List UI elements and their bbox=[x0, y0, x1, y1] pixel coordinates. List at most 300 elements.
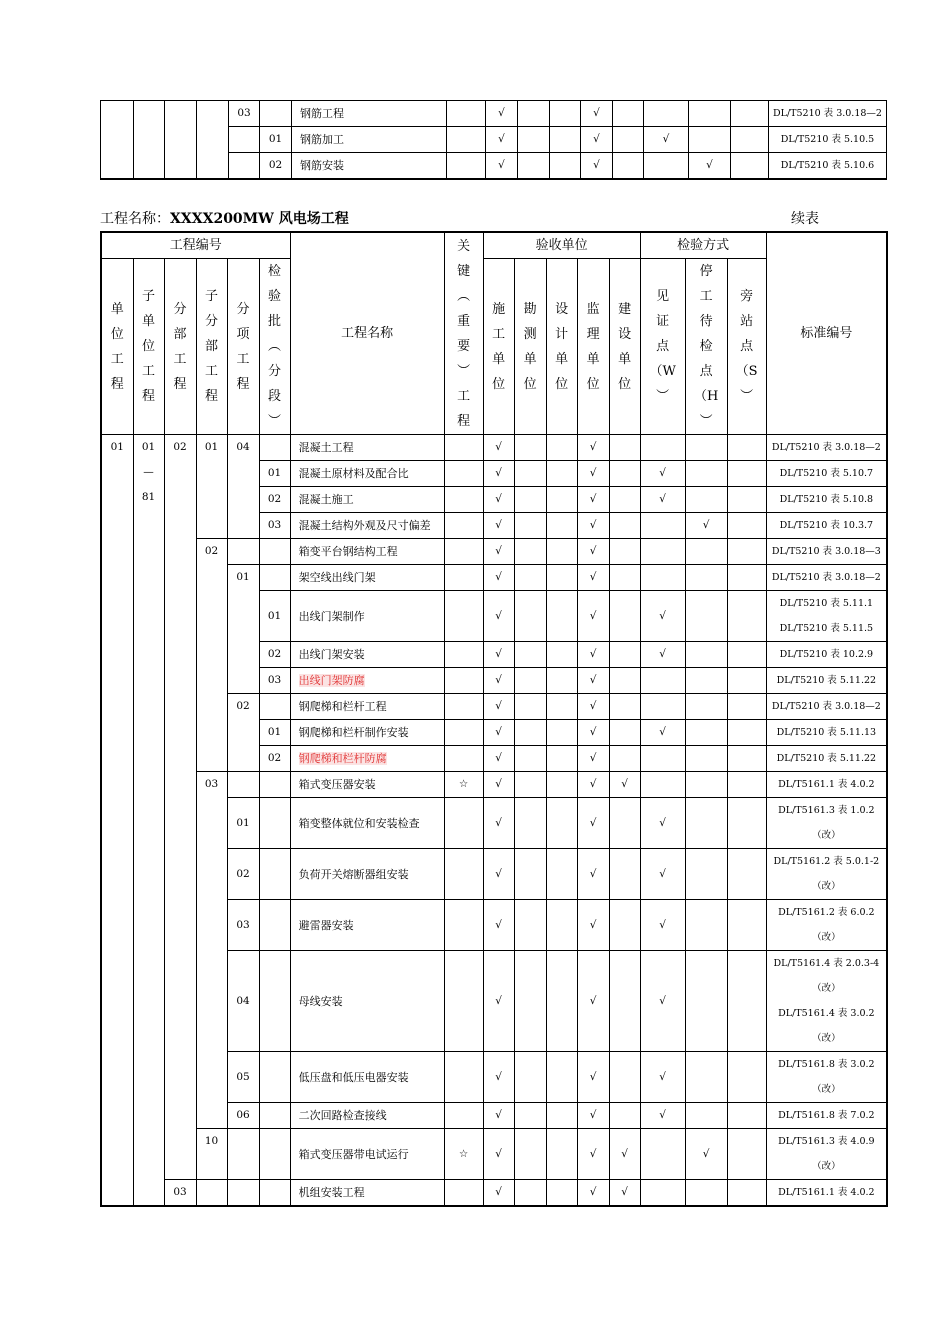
header-char: 站 bbox=[740, 314, 754, 329]
name-cell bbox=[290, 1103, 444, 1129]
jz-cell bbox=[644, 101, 689, 127]
std-cell bbox=[766, 720, 887, 746]
std-cell bbox=[766, 1103, 887, 1129]
fx-cell: 04 bbox=[227, 951, 259, 1052]
std-cell bbox=[766, 772, 887, 798]
sj-cell bbox=[546, 1129, 577, 1180]
header-char: 段 bbox=[268, 389, 282, 404]
header-char: 单 bbox=[523, 351, 537, 367]
name-cell bbox=[290, 642, 444, 668]
kc-cell bbox=[514, 1180, 546, 1207]
header-char: 计 bbox=[555, 326, 569, 342]
jyp-cell: 02 bbox=[259, 746, 290, 772]
std-cell bbox=[766, 565, 887, 591]
sj-cell bbox=[546, 513, 577, 539]
sj-cell bbox=[546, 1103, 577, 1129]
pz-cell bbox=[727, 951, 766, 1052]
std-cell bbox=[766, 642, 887, 668]
tg-cell bbox=[685, 798, 727, 849]
js-cell bbox=[609, 539, 640, 565]
std-cell bbox=[766, 1129, 887, 1180]
kc-cell bbox=[518, 127, 550, 153]
empty-cell bbox=[101, 101, 134, 180]
js-cell: √ bbox=[609, 1129, 640, 1180]
std-line: （改） bbox=[812, 983, 841, 994]
name-cell bbox=[290, 951, 444, 1052]
js-cell bbox=[609, 461, 640, 487]
jz-cell bbox=[640, 513, 685, 539]
std-cell bbox=[766, 461, 887, 487]
sg-cell: √ bbox=[483, 798, 514, 849]
header-char: 点 bbox=[699, 364, 713, 379]
std-line: DL/T5161.1 表 4.0.2 bbox=[778, 779, 875, 790]
header-char: 工 bbox=[110, 351, 124, 367]
pz-cell bbox=[727, 746, 766, 772]
header-char: 批 bbox=[268, 314, 282, 329]
header-jz bbox=[640, 259, 685, 435]
jz-cell bbox=[640, 746, 685, 772]
header-char: 检 bbox=[699, 339, 713, 354]
js-cell: √ bbox=[609, 772, 640, 798]
name-cell bbox=[290, 539, 444, 565]
header-fxgc bbox=[227, 259, 259, 435]
jl-cell: √ bbox=[577, 487, 609, 513]
pz-cell bbox=[727, 849, 766, 900]
header-char: 工 bbox=[141, 364, 155, 379]
jyp-cell: 03 bbox=[259, 513, 290, 539]
gj-cell bbox=[444, 900, 483, 951]
name-cell bbox=[290, 746, 444, 772]
jl-cell: √ bbox=[577, 951, 609, 1052]
header-char: 位 bbox=[141, 339, 155, 354]
name-text: 出线门架制作 bbox=[298, 609, 365, 623]
pz-cell bbox=[727, 461, 766, 487]
std-cell bbox=[766, 849, 887, 900]
jyp-cell: 03 bbox=[259, 668, 290, 694]
name-cell: 钢筋安装 bbox=[292, 153, 447, 180]
name-cell bbox=[290, 720, 444, 746]
tg-cell bbox=[685, 951, 727, 1052]
name-text: 母线安装 bbox=[298, 994, 343, 1008]
fx-cell: 02 bbox=[227, 849, 259, 900]
name-cell bbox=[290, 668, 444, 694]
tg-cell bbox=[685, 1103, 727, 1129]
sg-cell: √ bbox=[483, 849, 514, 900]
pz-cell bbox=[727, 798, 766, 849]
kc-cell bbox=[514, 1052, 546, 1103]
header-char: 分 bbox=[236, 301, 250, 317]
pz-cell bbox=[731, 127, 769, 153]
jz-cell bbox=[640, 1129, 685, 1180]
std-line: DL/T5210 表 3.0.18—2 bbox=[771, 701, 881, 712]
fx-cell: 03 bbox=[229, 101, 260, 127]
pz-cell bbox=[727, 1129, 766, 1180]
header-char: 部 bbox=[204, 339, 218, 354]
kc-cell bbox=[514, 1103, 546, 1129]
sj-cell bbox=[550, 127, 581, 153]
jyp-cell bbox=[259, 772, 290, 798]
std-line: DL/T5161.4 表 2.0.3-4 bbox=[773, 958, 880, 969]
std-cell bbox=[766, 487, 887, 513]
name-cell bbox=[290, 1052, 444, 1103]
std-cell bbox=[766, 746, 887, 772]
name-text: 避雷器安装 bbox=[298, 918, 354, 932]
header-char: 点 bbox=[656, 339, 670, 354]
jl-cell: √ bbox=[581, 127, 613, 153]
std-cell: DL/T5210 表 5.10.5 bbox=[769, 127, 887, 153]
project-title: 工程名称：XXXX200MW 风电场工程 bbox=[100, 211, 349, 227]
jl-cell: √ bbox=[577, 642, 609, 668]
name-cell: 钢筋工程 bbox=[292, 101, 447, 127]
gj-cell: ☆ bbox=[444, 1129, 483, 1180]
sg-cell: √ bbox=[486, 101, 518, 127]
jyp-cell bbox=[259, 900, 290, 951]
header-char: 建 bbox=[618, 301, 632, 317]
pz-cell bbox=[727, 1180, 766, 1207]
jyp-cell bbox=[260, 101, 292, 127]
kc-cell bbox=[514, 798, 546, 849]
header-char: 勘 bbox=[523, 301, 537, 317]
fb-cell: 02 bbox=[164, 435, 196, 1180]
sg-cell: √ bbox=[483, 591, 514, 642]
kc-cell bbox=[514, 513, 546, 539]
header-char: 检 bbox=[268, 264, 282, 279]
empty-cell bbox=[134, 101, 165, 180]
sj-cell bbox=[546, 668, 577, 694]
sg-cell: √ bbox=[486, 127, 518, 153]
name-cell: 钢筋加工 bbox=[292, 127, 447, 153]
header-char: 证 bbox=[656, 314, 670, 329]
jz-cell: √ bbox=[640, 720, 685, 746]
jyp-cell bbox=[259, 951, 290, 1052]
js-cell bbox=[609, 694, 640, 720]
std-line: DL/T5161.3 表 4.0.9 bbox=[778, 1136, 875, 1147]
jz-cell: √ bbox=[640, 1103, 685, 1129]
std-line: （改） bbox=[812, 830, 841, 841]
jz-cell bbox=[640, 565, 685, 591]
sg-cell: √ bbox=[483, 1103, 514, 1129]
jyp-cell bbox=[259, 1103, 290, 1129]
sj-cell bbox=[546, 1052, 577, 1103]
gj-cell bbox=[444, 720, 483, 746]
jz-cell: √ bbox=[640, 642, 685, 668]
table-row bbox=[101, 435, 887, 461]
jz-cell bbox=[640, 539, 685, 565]
name-text: 出线门架防腐 bbox=[298, 674, 365, 687]
fx-cell: 04 bbox=[227, 435, 259, 539]
header-zfbgc bbox=[196, 259, 227, 435]
header-char: 设 bbox=[555, 301, 569, 317]
name-text: 混凝土施工 bbox=[298, 493, 354, 506]
tg-cell bbox=[685, 435, 727, 461]
kc-cell bbox=[514, 487, 546, 513]
jl-cell: √ bbox=[577, 746, 609, 772]
kc-cell bbox=[514, 591, 546, 642]
sj-cell bbox=[546, 591, 577, 642]
name-cell bbox=[290, 772, 444, 798]
header-char: 关 bbox=[457, 238, 471, 254]
fx-cell bbox=[227, 539, 259, 565]
jyp-cell bbox=[259, 539, 290, 565]
name-text: 箱变平台钢结构工程 bbox=[298, 545, 398, 558]
jz-cell: √ bbox=[644, 127, 689, 153]
header-char: 子 bbox=[204, 289, 218, 304]
header-char: 工 bbox=[699, 289, 713, 304]
sg-cell: √ bbox=[483, 461, 514, 487]
tg-cell bbox=[685, 565, 727, 591]
kc-cell bbox=[514, 746, 546, 772]
pz-cell bbox=[727, 668, 766, 694]
jz-cell: √ bbox=[640, 849, 685, 900]
sj-cell bbox=[546, 435, 577, 461]
jz-cell: √ bbox=[640, 900, 685, 951]
name-cell bbox=[290, 1129, 444, 1180]
continued-label: 续表 bbox=[791, 211, 819, 227]
jl-cell: √ bbox=[581, 153, 613, 180]
fx-cell: 05 bbox=[227, 1052, 259, 1103]
header-jyfs: 检验方式 bbox=[640, 232, 766, 259]
sg-cell: √ bbox=[483, 513, 514, 539]
kc-cell bbox=[514, 435, 546, 461]
jl-cell: √ bbox=[577, 1052, 609, 1103]
empty-cell bbox=[165, 101, 197, 180]
std-line: DL/T5161.8 表 7.0.2 bbox=[778, 1110, 875, 1121]
tg-cell bbox=[685, 668, 727, 694]
name-cell bbox=[290, 591, 444, 642]
jz-cell: √ bbox=[640, 798, 685, 849]
header-char: 程 bbox=[173, 376, 187, 392]
sj-cell bbox=[546, 900, 577, 951]
name-cell bbox=[290, 1180, 444, 1207]
sj-cell bbox=[546, 849, 577, 900]
kc-cell bbox=[514, 772, 546, 798]
name-text: 架空线出线门架 bbox=[298, 571, 376, 584]
std-line: DL/T5161.3 表 1.0.2 bbox=[778, 805, 875, 816]
std-line: DL/T5210 表 3.0.18—2 bbox=[771, 572, 881, 583]
jz-cell bbox=[640, 435, 685, 461]
table-row bbox=[101, 539, 887, 565]
header-char: （W bbox=[649, 364, 676, 379]
jyp-cell bbox=[259, 1129, 290, 1180]
gj-cell bbox=[444, 513, 483, 539]
pz-cell bbox=[727, 565, 766, 591]
jl-cell: √ bbox=[581, 101, 613, 127]
header-char: 分 bbox=[268, 364, 282, 379]
kc-cell bbox=[514, 461, 546, 487]
fx-cell bbox=[227, 772, 259, 798]
header-sj bbox=[546, 259, 577, 435]
empty-cell bbox=[197, 101, 229, 180]
jl-cell: √ bbox=[577, 1129, 609, 1180]
sg-cell: √ bbox=[483, 1052, 514, 1103]
tg-cell bbox=[689, 101, 731, 127]
tg-cell bbox=[689, 127, 731, 153]
kc-cell bbox=[514, 1129, 546, 1180]
js-cell bbox=[609, 720, 640, 746]
fx-cell: 02 bbox=[227, 694, 259, 772]
name-text: 箱式变压器安装 bbox=[298, 778, 376, 791]
std-cell bbox=[766, 694, 887, 720]
js-cell bbox=[609, 565, 640, 591]
std-line: DL/T5210 表 5.11.1 bbox=[779, 598, 874, 609]
tg-cell bbox=[685, 900, 727, 951]
name-cell bbox=[290, 513, 444, 539]
pz-cell bbox=[727, 487, 766, 513]
header-char: 位 bbox=[523, 376, 537, 392]
header-char: 分 bbox=[204, 314, 218, 329]
js-cell bbox=[609, 798, 640, 849]
header-char: ︶ bbox=[268, 414, 282, 429]
top-table-fragment bbox=[100, 100, 887, 180]
jl-cell: √ bbox=[577, 1180, 609, 1207]
jl-cell: √ bbox=[577, 900, 609, 951]
jl-cell: √ bbox=[577, 591, 609, 642]
header-pz bbox=[727, 259, 766, 435]
std-cell bbox=[766, 668, 887, 694]
tg-cell bbox=[685, 1052, 727, 1103]
header-gj bbox=[444, 232, 483, 435]
std-cell bbox=[766, 1052, 887, 1103]
pz-cell bbox=[727, 900, 766, 951]
sj-cell bbox=[546, 539, 577, 565]
tg-cell bbox=[685, 1180, 727, 1207]
jl-cell: √ bbox=[577, 435, 609, 461]
header-char: 程 bbox=[236, 376, 250, 392]
jl-cell: √ bbox=[577, 565, 609, 591]
fx-cell: 01 bbox=[227, 798, 259, 849]
header-char: 工 bbox=[236, 351, 250, 367]
sg-cell: √ bbox=[483, 951, 514, 1052]
pz-cell bbox=[727, 513, 766, 539]
tg-cell: √ bbox=[689, 153, 731, 180]
tg-cell bbox=[685, 461, 727, 487]
tg-cell bbox=[685, 720, 727, 746]
js-cell bbox=[613, 127, 644, 153]
jyp-cell: 01 bbox=[259, 591, 290, 642]
js-cell bbox=[609, 746, 640, 772]
sj-cell bbox=[546, 951, 577, 1052]
jl-cell: √ bbox=[577, 461, 609, 487]
name-text: 箱变整体就位和安装检查 bbox=[298, 816, 420, 830]
jl-cell: √ bbox=[577, 772, 609, 798]
pz-cell bbox=[727, 591, 766, 642]
sg-cell: √ bbox=[486, 153, 518, 180]
zdw-part: 81 bbox=[141, 491, 156, 503]
header-fbgc bbox=[164, 259, 196, 435]
js-cell bbox=[609, 951, 640, 1052]
js-cell: √ bbox=[609, 1180, 640, 1207]
header-char: 项 bbox=[236, 326, 250, 342]
kc-cell bbox=[514, 951, 546, 1052]
jz-cell bbox=[640, 1180, 685, 1207]
header-char: ︶ bbox=[740, 389, 754, 404]
std-line: DL/T5210 表 10.3.7 bbox=[779, 520, 874, 531]
header-jl bbox=[577, 259, 609, 435]
kc-cell bbox=[514, 900, 546, 951]
pz-cell bbox=[731, 153, 769, 180]
kc-cell bbox=[514, 668, 546, 694]
js-cell bbox=[609, 668, 640, 694]
header-char: 位 bbox=[110, 326, 124, 342]
header-char: 重 bbox=[457, 313, 471, 329]
tg-cell: √ bbox=[685, 513, 727, 539]
table-row bbox=[101, 1180, 887, 1207]
std-line: DL/T5210 表 5.10.7 bbox=[779, 468, 874, 479]
title-row bbox=[100, 208, 886, 230]
name-text: 箱式变压器带电试运行 bbox=[298, 1147, 409, 1161]
zdw-part: 01 bbox=[141, 441, 156, 453]
fx-cell: 06 bbox=[227, 1103, 259, 1129]
jz-cell bbox=[640, 772, 685, 798]
sj-cell bbox=[546, 461, 577, 487]
header-zdwgc bbox=[133, 259, 164, 435]
jl-cell: √ bbox=[577, 694, 609, 720]
sg-cell: √ bbox=[483, 772, 514, 798]
dw-cell: 01 bbox=[101, 435, 133, 1207]
jyp-cell bbox=[259, 694, 290, 720]
sg-cell: √ bbox=[483, 900, 514, 951]
std-cell: DL/T5210 表 5.10.6 bbox=[769, 153, 887, 180]
tg-cell bbox=[685, 487, 727, 513]
jyp-cell: 01 bbox=[259, 461, 290, 487]
tg-cell bbox=[685, 849, 727, 900]
header-char: 单 bbox=[492, 351, 506, 367]
js-cell bbox=[609, 1103, 640, 1129]
fx-cell bbox=[229, 153, 260, 180]
js-cell bbox=[609, 849, 640, 900]
header-gcmc: 工程名称 bbox=[290, 232, 444, 435]
table-row bbox=[101, 772, 887, 798]
sj-cell bbox=[550, 153, 581, 180]
jz-cell: √ bbox=[640, 591, 685, 642]
header-char: 程 bbox=[141, 389, 155, 404]
tg-cell bbox=[685, 694, 727, 720]
header-char: 工 bbox=[457, 388, 471, 404]
fx-cell bbox=[229, 127, 260, 153]
name-text: 机组安装工程 bbox=[298, 1186, 365, 1199]
sg-cell: √ bbox=[483, 487, 514, 513]
zfb-cell bbox=[196, 1180, 227, 1207]
tg-cell bbox=[685, 772, 727, 798]
std-line: DL/T5161.4 表 3.0.2 bbox=[778, 1008, 875, 1019]
name-cell bbox=[290, 849, 444, 900]
kc-cell bbox=[514, 849, 546, 900]
jyp-cell bbox=[259, 1180, 290, 1207]
header-char: 程 bbox=[204, 389, 218, 404]
gj-cell bbox=[444, 849, 483, 900]
std-line: （改） bbox=[812, 1161, 841, 1172]
header-char: 停 bbox=[699, 264, 713, 279]
jz-cell bbox=[640, 694, 685, 720]
gj-cell bbox=[447, 101, 486, 127]
js-cell bbox=[609, 1052, 640, 1103]
fb-cell: 03 bbox=[164, 1180, 196, 1207]
name-text: 混凝土工程 bbox=[298, 441, 354, 454]
zdw-cell bbox=[133, 435, 164, 1207]
header-char: ︵ bbox=[268, 339, 282, 354]
pz-cell bbox=[727, 772, 766, 798]
gj-cell bbox=[444, 694, 483, 720]
zfb-cell: 03 bbox=[196, 772, 227, 1129]
header-char: 要 bbox=[457, 338, 471, 354]
header-gcbh: 工程编号 bbox=[101, 232, 290, 259]
std-line: DL/T5161.2 表 6.0.2 bbox=[778, 907, 875, 918]
header-char: 位 bbox=[492, 376, 506, 392]
pz-cell bbox=[731, 101, 769, 127]
header-char: 单 bbox=[555, 351, 569, 367]
sj-cell bbox=[546, 720, 577, 746]
jl-cell: √ bbox=[577, 1103, 609, 1129]
